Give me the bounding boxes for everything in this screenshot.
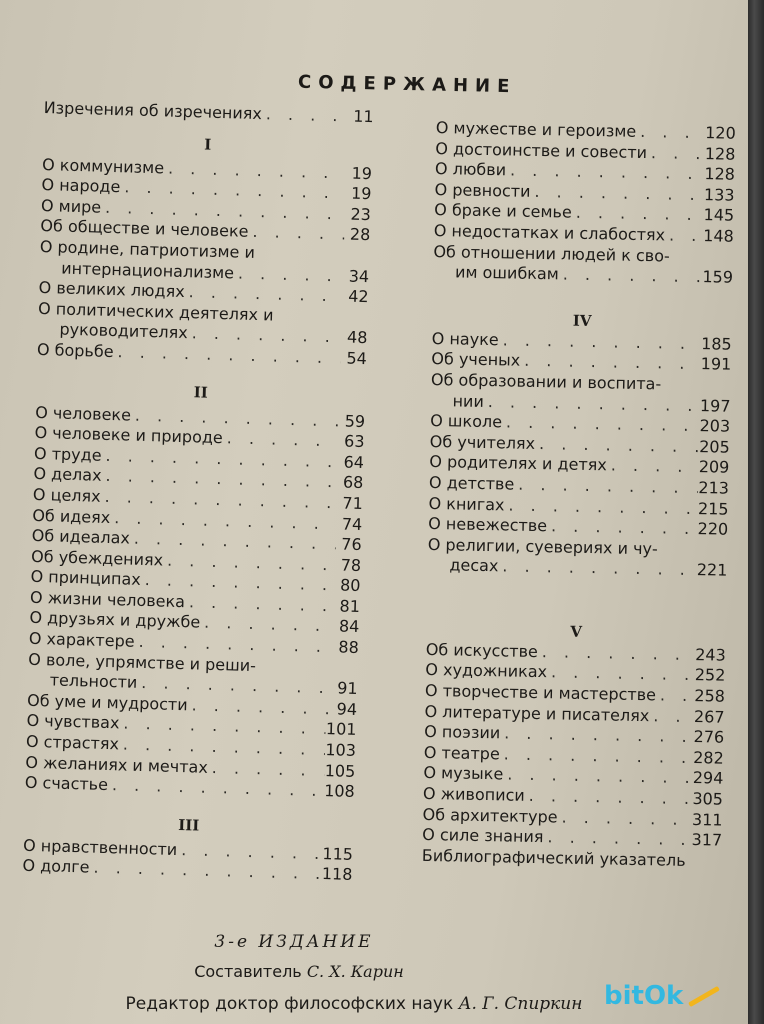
leader-dots bbox=[248, 222, 344, 245]
entry-page: 76 bbox=[341, 534, 362, 555]
compiler-line bbox=[0, 962, 673, 981]
leader-dots bbox=[636, 122, 705, 144]
entry-label: О великих людях bbox=[38, 278, 185, 302]
entry-page: 213 bbox=[698, 478, 730, 498]
entry-label: О поэзии bbox=[424, 722, 501, 743]
entry-page: 71 bbox=[342, 493, 364, 513]
entry-label-continued: руководителях bbox=[59, 319, 189, 343]
entry-page: 103 bbox=[325, 740, 357, 760]
entry-page: 34 bbox=[348, 266, 370, 286]
entry-label: О жизни человека bbox=[29, 587, 186, 612]
page-edge-shadow bbox=[748, 0, 764, 1024]
entry-page: 118 bbox=[321, 864, 353, 885]
leader-dots bbox=[572, 203, 704, 226]
editor-name: А. Г. Спиркин bbox=[458, 994, 583, 1014]
leader-dots bbox=[656, 685, 695, 706]
leader-dots bbox=[607, 456, 699, 478]
entry-label: Об обществе и человеке bbox=[40, 216, 249, 242]
entry-label: Об уме и мудрости bbox=[26, 690, 188, 715]
entry-label-continued: нии bbox=[452, 390, 485, 411]
contents-entry-line: О религии, суевериях и чу- bbox=[427, 534, 658, 559]
leader-dots bbox=[498, 557, 697, 581]
contents-column-right bbox=[422, 118, 736, 872]
entry-page: 11 bbox=[352, 106, 374, 127]
entry-page: 215 bbox=[697, 498, 729, 519]
entry-page: 267 bbox=[693, 706, 725, 727]
edition-line: 3-е ИЗДАНИЕ bbox=[214, 932, 374, 952]
entry-page: 54 bbox=[346, 348, 368, 369]
entry-page: 311 bbox=[691, 809, 723, 830]
entry-page: 63 bbox=[343, 431, 365, 452]
entry-label-continued: десах bbox=[449, 555, 499, 576]
section-numeral: II bbox=[193, 382, 209, 402]
leader-dots bbox=[665, 225, 704, 246]
entry-label: О литературе и писателях bbox=[424, 701, 650, 725]
contents-entry-line: О политических деятелях и bbox=[37, 298, 274, 325]
leader-dots bbox=[262, 104, 348, 127]
entry-label: О мире bbox=[40, 195, 102, 217]
compiler-name: С. Х. Карин bbox=[306, 962, 404, 981]
entry-label: О науке bbox=[431, 328, 499, 349]
entry-label: О труде bbox=[33, 443, 102, 465]
entry-label: О школе bbox=[430, 411, 503, 432]
entry-page: 64 bbox=[343, 452, 365, 472]
entry-page: 128 bbox=[704, 143, 736, 164]
entry-label: О музыке bbox=[423, 763, 504, 784]
leader-dots bbox=[547, 663, 695, 686]
entry-page: 159 bbox=[702, 267, 734, 287]
entry-page: 282 bbox=[693, 747, 724, 768]
entry-page: 23 bbox=[350, 204, 372, 224]
entry-page: 19 bbox=[351, 163, 373, 183]
entry-page: 185 bbox=[700, 333, 732, 354]
leader-dots bbox=[543, 827, 692, 850]
section-numeral: V bbox=[570, 622, 583, 641]
entry-page: 221 bbox=[696, 560, 728, 580]
entry-page: 197 bbox=[699, 395, 731, 416]
entry-page: 258 bbox=[694, 686, 726, 706]
entry-label: О страстях bbox=[25, 731, 120, 754]
entry-label: Об ученых bbox=[431, 349, 521, 371]
entry-label: О родителях и детях bbox=[429, 452, 608, 475]
leader-dots bbox=[649, 706, 694, 727]
entry-label: О человеке и природе bbox=[34, 422, 224, 448]
entry-page: 252 bbox=[694, 665, 726, 686]
entry-page: 91 bbox=[337, 678, 358, 699]
section-numeral: I bbox=[204, 135, 212, 154]
entry-page: 305 bbox=[692, 789, 724, 809]
watermark-logo bbox=[604, 976, 748, 1016]
entry-label: О творчестве и мастерстве bbox=[424, 680, 657, 705]
entry-label: О живописи bbox=[422, 783, 525, 805]
entry-page: 220 bbox=[697, 519, 729, 539]
contents-entry bbox=[422, 846, 722, 872]
entry-label-continued: тельности bbox=[49, 670, 138, 693]
entry-label: О характере bbox=[28, 628, 135, 651]
entry-page: 128 bbox=[704, 164, 736, 184]
entry-label: Об искусстве bbox=[425, 639, 539, 661]
entry-page: 19 bbox=[350, 183, 372, 204]
entry-page: 48 bbox=[346, 327, 368, 348]
entry-page: 203 bbox=[699, 416, 731, 436]
entry-label: О достоинстве и совести bbox=[435, 138, 648, 162]
entry-page: 145 bbox=[703, 205, 735, 226]
contents-entry-line: Об отношении людей к сво- bbox=[433, 241, 670, 266]
leader-dots bbox=[647, 143, 705, 165]
entry-page: 68 bbox=[342, 472, 364, 493]
entry-label: О счастье bbox=[24, 772, 109, 795]
entry-label: О желаниях и мечтах bbox=[25, 752, 209, 777]
entry-page: 105 bbox=[324, 760, 356, 781]
contents-column-left bbox=[22, 98, 374, 886]
entry-page: 148 bbox=[703, 226, 734, 246]
entry-label: О любви bbox=[434, 159, 507, 180]
entry-label: О делах bbox=[33, 464, 102, 486]
entry-label: О нравственности bbox=[22, 835, 178, 859]
entry-label: О театре bbox=[423, 742, 500, 764]
entry-page: 81 bbox=[339, 596, 361, 616]
contents-entry-line: Об образовании и воспита- bbox=[430, 369, 662, 394]
entry-label: О браке и семье bbox=[434, 200, 572, 222]
entry-label: Изречения об изречениях bbox=[43, 98, 263, 124]
entry-page: 78 bbox=[340, 555, 362, 575]
contents-entry bbox=[427, 555, 727, 581]
entry-label: О борьбе bbox=[36, 339, 114, 361]
entry-label: О коммунизме bbox=[41, 154, 165, 177]
entry-page: 205 bbox=[699, 436, 730, 457]
entry-label: О мужестве и героизме bbox=[435, 118, 637, 141]
entry-label: Библиографический указатель bbox=[421, 845, 686, 870]
entry-label-continued: им ошибкам bbox=[454, 262, 560, 284]
entry-label: О долге bbox=[22, 856, 90, 877]
contents-title: СОДЕРЖАНИЕ bbox=[297, 71, 517, 98]
entry-label: О невежестве bbox=[428, 514, 548, 536]
entry-page: 108 bbox=[323, 781, 356, 802]
entry-page: 115 bbox=[322, 843, 354, 864]
entry-label: О чувствах bbox=[26, 711, 120, 733]
entry-label: О народе bbox=[41, 175, 121, 197]
entry-label: О целях bbox=[32, 484, 101, 506]
entry-label: Об учителях bbox=[429, 431, 536, 453]
leader-dots bbox=[557, 807, 692, 830]
entry-page: 74 bbox=[341, 513, 363, 534]
contents-entry-line: О родине, патриотизме и bbox=[39, 236, 256, 262]
contents-entry-line: О воле, упрямстве и реши- bbox=[28, 649, 257, 675]
entry-page: 243 bbox=[695, 644, 726, 665]
entry-page: 191 bbox=[700, 354, 732, 375]
entry-page: 28 bbox=[349, 224, 371, 245]
entry-label: О недостатках и слабостях bbox=[433, 220, 666, 245]
entry-page: 94 bbox=[336, 699, 358, 719]
entry-label: Об идеалах bbox=[31, 525, 131, 548]
entry-label: О друзьях и дружбе bbox=[29, 608, 201, 633]
entry-label: Об убеждениях bbox=[30, 546, 164, 570]
entry-page: 101 bbox=[325, 719, 357, 740]
entry-page: 133 bbox=[703, 184, 735, 205]
contents-entry bbox=[433, 262, 733, 288]
leader-dots bbox=[559, 265, 703, 288]
section-numeral: III bbox=[177, 815, 200, 835]
entry-page: 120 bbox=[705, 123, 736, 143]
watermark-text: bitOk bbox=[604, 981, 684, 1011]
entry-label-continued: интернационализме bbox=[61, 258, 235, 282]
section-numeral: IV bbox=[572, 311, 592, 330]
entry-page: 294 bbox=[692, 768, 724, 789]
entry-page: 84 bbox=[338, 616, 360, 637]
entry-label: О художниках bbox=[425, 660, 548, 682]
entry-label: О детстве bbox=[428, 472, 515, 494]
entry-page: 209 bbox=[698, 457, 730, 478]
entry-page: 276 bbox=[693, 727, 725, 747]
contents-entry bbox=[43, 98, 373, 128]
leader-dots bbox=[547, 516, 698, 539]
entry-page: 80 bbox=[339, 575, 361, 596]
entry-label: О книгах bbox=[428, 493, 505, 514]
entry-label: О силе знания bbox=[422, 825, 544, 847]
entry-page: 59 bbox=[344, 411, 366, 431]
entry-page: 88 bbox=[338, 637, 360, 658]
entry-label: О человеке bbox=[34, 402, 132, 425]
entry-label: Об архитектуре bbox=[422, 804, 558, 827]
compiler-label: Составитель bbox=[194, 962, 302, 981]
entry-page: 42 bbox=[347, 286, 369, 307]
entry-label: О ревности bbox=[434, 179, 531, 201]
entry-page: 317 bbox=[691, 830, 723, 850]
editor-label: Редактор доктор философских наук bbox=[125, 994, 454, 1014]
pen-icon bbox=[688, 985, 720, 1006]
entry-label: О принципах bbox=[30, 567, 142, 590]
entry-label: Об идеях bbox=[32, 505, 111, 527]
